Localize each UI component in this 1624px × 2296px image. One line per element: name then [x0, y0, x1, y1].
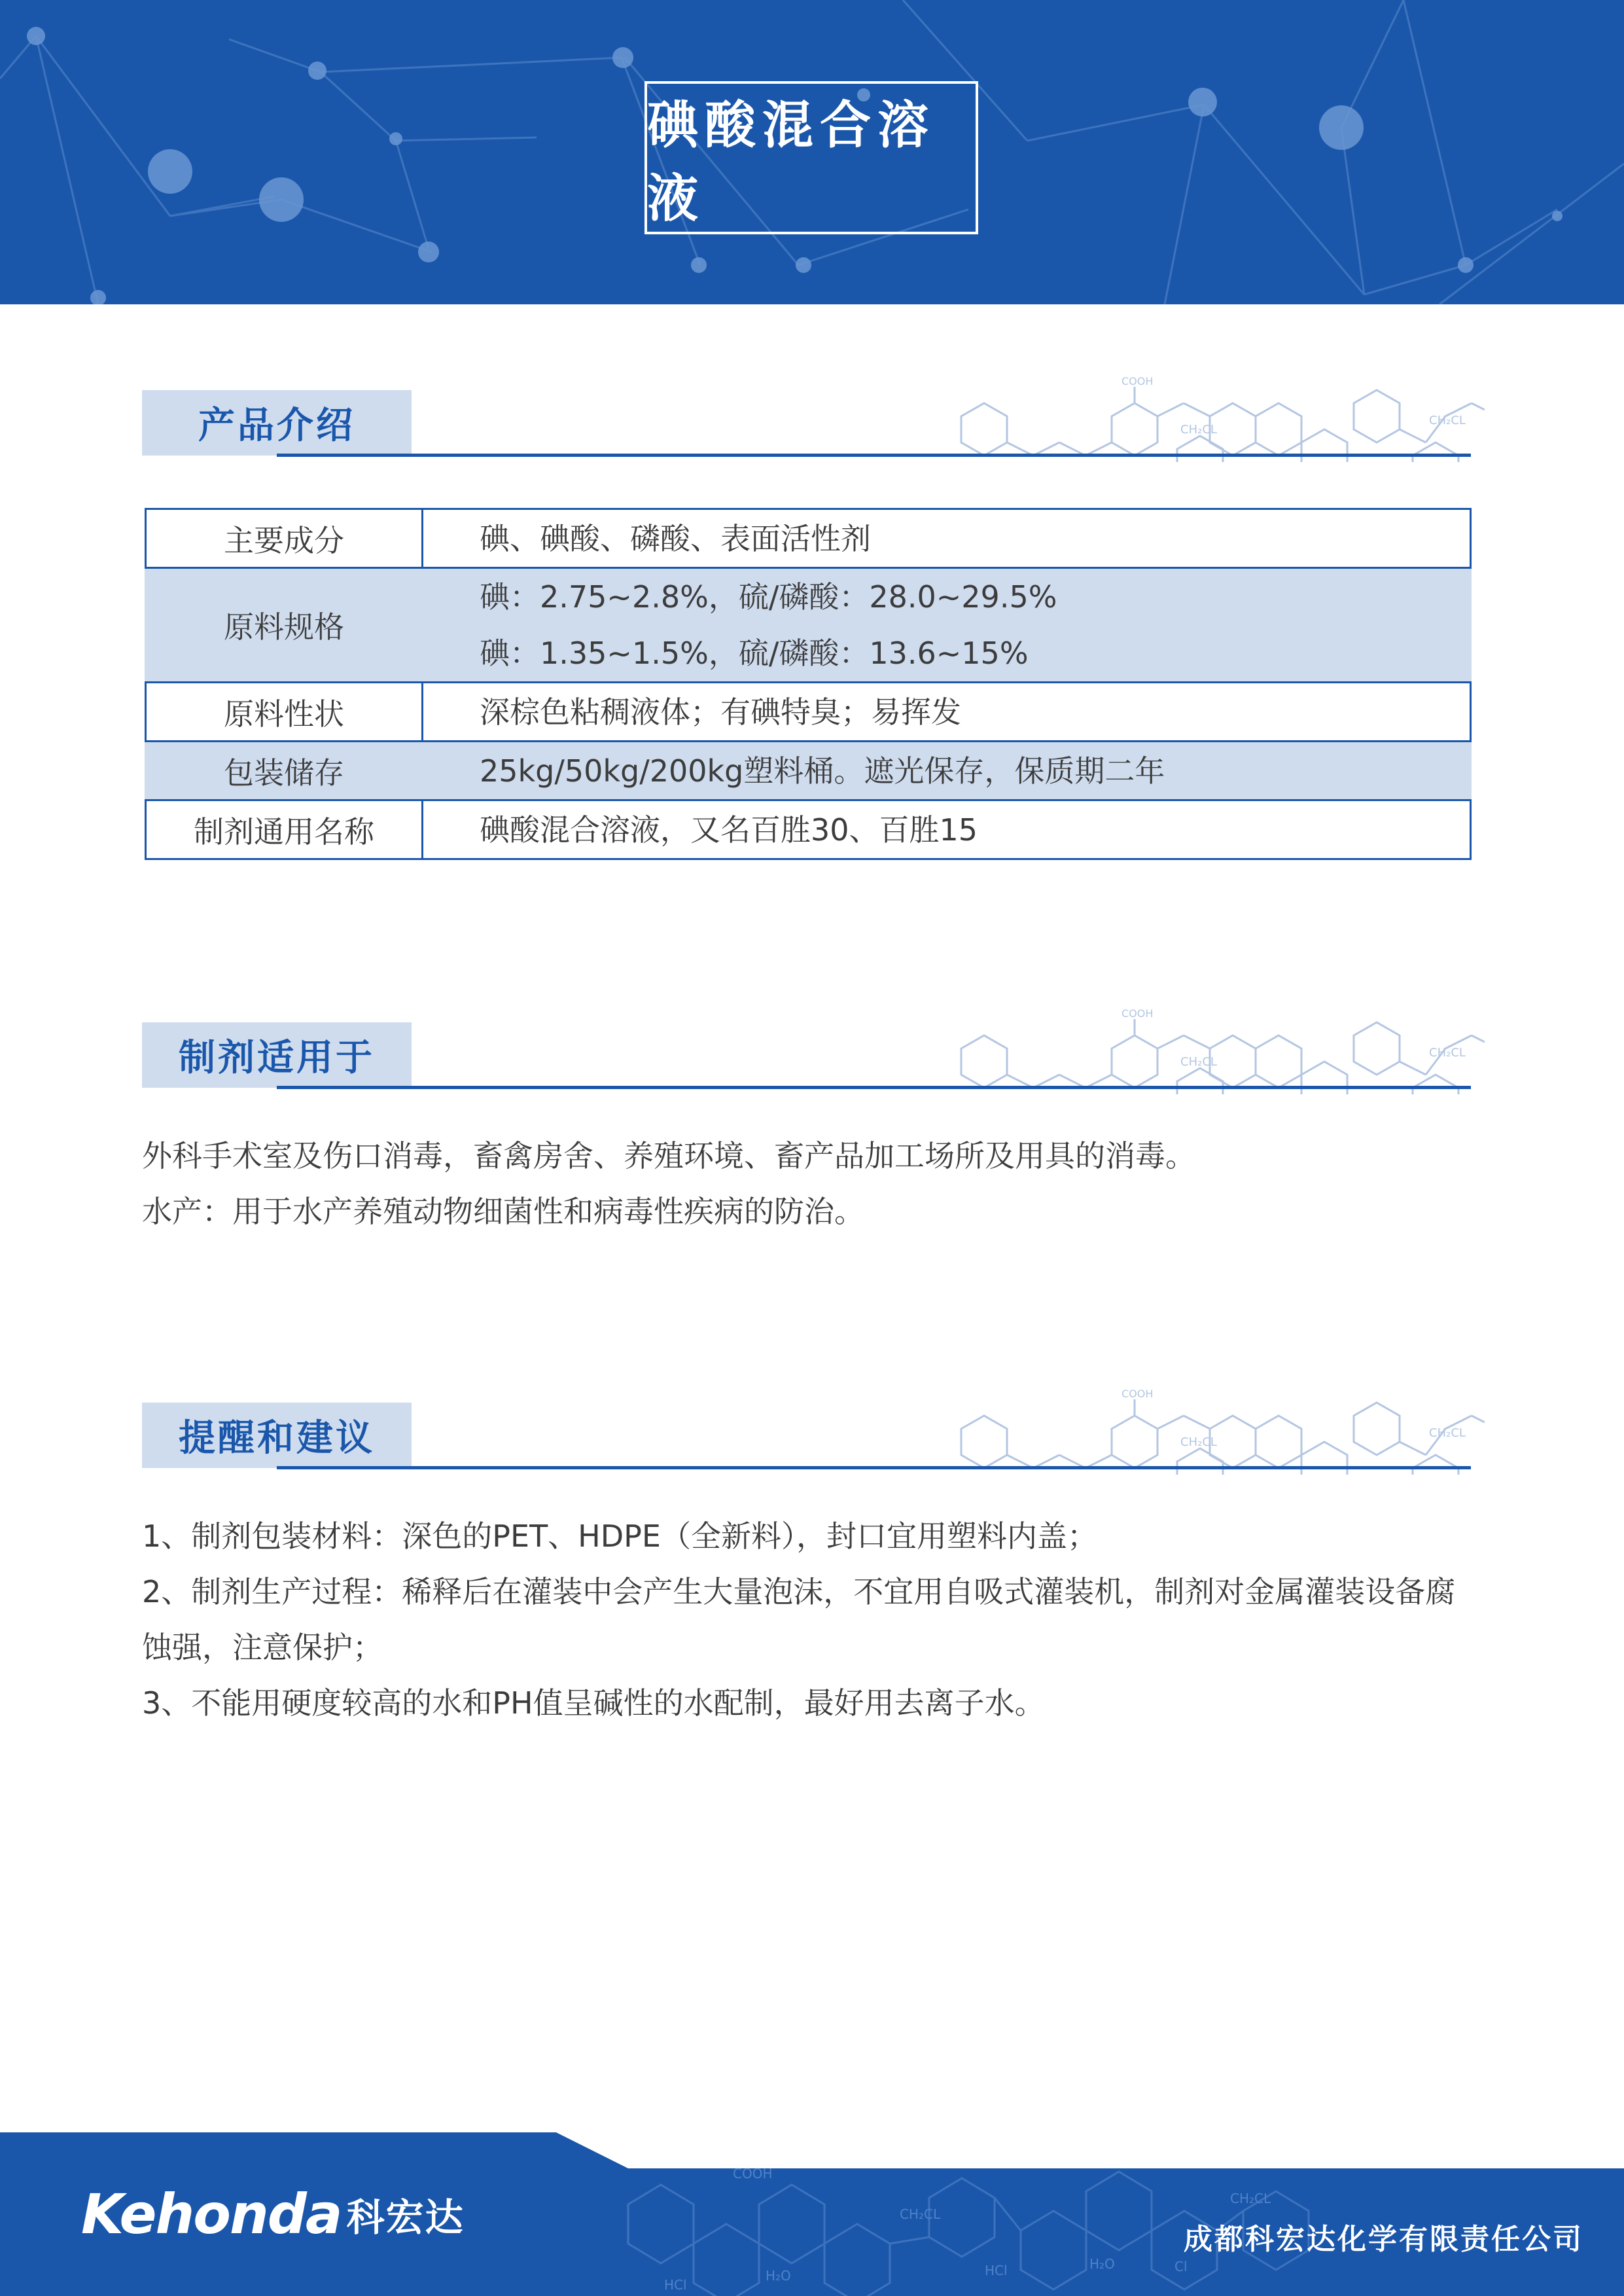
- product-title-box: [644, 81, 978, 234]
- svg-text:HCl: HCl: [985, 2263, 1008, 2278]
- table-row-label: 主要成分: [146, 509, 423, 568]
- table-row: [146, 742, 1471, 800]
- advice-line: 1、制剂包装材料：深色的PET、HDPE（全新料），封口宜用塑料内盖；: [142, 1518, 1097, 1554]
- spec-line: 碘：1.35~1.5%，硫/磷酸：13.6~15%: [480, 636, 1029, 671]
- company-logo: [81, 2182, 465, 2246]
- spec-line: 碘：2.75~2.8%，硫/磷酸：28.0~29.5%: [480, 579, 1057, 615]
- molecule-decoration-icon: [935, 377, 1485, 462]
- svg-text:HCl: HCl: [664, 2277, 687, 2293]
- header-banner: [0, 0, 1624, 304]
- usage-line: 水产：用于水产养殖动物细菌性和病毒性疾病的防治。: [142, 1194, 864, 1229]
- svg-text:CH₂CL: CH₂CL: [1429, 1426, 1466, 1440]
- svg-text:COOH: COOH: [733, 2166, 773, 2181]
- table-row-label: 包装储存: [146, 742, 423, 800]
- section-title: 制剂适用于: [179, 1037, 375, 1079]
- spec-table: [145, 508, 1472, 860]
- svg-text:CH₂CL: CH₂CL: [1180, 1055, 1217, 1069]
- svg-text:COOH: COOH: [1121, 377, 1154, 387]
- molecule-decoration-icon: [935, 1009, 1485, 1094]
- section-rule: [277, 1466, 1471, 1469]
- svg-text:CH₂CL: CH₂CL: [900, 2206, 941, 2222]
- molecule-decoration-icon: [935, 1390, 1485, 1475]
- table-row: [146, 568, 1471, 683]
- advice-line: 2、制剂生产过程：稀释后在灌装中会产生大量泡沫，不宜用自吸式灌装机，制剂对金属灌装设备腐蚀强，注意保护；: [142, 1574, 1456, 1665]
- section-rule: [277, 1086, 1471, 1089]
- svg-text:CH₂CL: CH₂CL: [1230, 2191, 1271, 2206]
- svg-text:CH₂CL: CH₂CL: [1429, 1046, 1466, 1060]
- svg-text:CH₂CL: CH₂CL: [1180, 1435, 1217, 1449]
- section-heading-usage: [142, 1009, 1471, 1090]
- section-tab: [142, 390, 412, 456]
- logo-wordmark: Kehonda: [81, 2182, 342, 2246]
- table-row-value: 碘酸混合溶液，又名百胜30、百胜15: [423, 800, 1471, 859]
- usage-paragraph: [142, 1128, 1477, 1240]
- svg-text:CH₂CL: CH₂CL: [1429, 414, 1466, 427]
- table-row-label: 制剂通用名称: [146, 800, 423, 859]
- table-row: [146, 683, 1471, 742]
- section-tab: [142, 1403, 412, 1468]
- section-heading-intro: [142, 377, 1471, 458]
- table-row-value: 深棕色粘稠液体；有碘特臭；易挥发: [423, 683, 1471, 742]
- table-row-value: [423, 568, 1471, 683]
- svg-text:COOH: COOH: [1121, 1009, 1154, 1020]
- advice-paragraph: [142, 1509, 1477, 1731]
- section-rule: [277, 454, 1471, 457]
- company-name: 成都科宏达化学有限责任公司: [1184, 2223, 1583, 2256]
- table-row-label: 原料性状: [146, 683, 423, 742]
- table-row: [146, 509, 1471, 568]
- footer-banner: [0, 2132, 1624, 2296]
- svg-text:H₂O: H₂O: [766, 2268, 791, 2284]
- table-row-label: 原料规格: [146, 568, 423, 683]
- svg-text:H₂O: H₂O: [1089, 2256, 1115, 2272]
- product-title: 碘酸混合溶液: [647, 96, 936, 228]
- table-row: [146, 800, 1471, 859]
- section-title: 产品介绍: [198, 404, 355, 447]
- section-heading-advice: [142, 1390, 1471, 1471]
- svg-text:Cl: Cl: [1174, 2259, 1188, 2274]
- section-tab: [142, 1022, 412, 1088]
- table-row-value: 25kg/50kg/200kg塑料桶。遮光保存，保质期二年: [423, 742, 1471, 800]
- usage-line: 外科手术室及伤口消毒，畜禽房舍、养殖环境、畜产品加工场所及用具的消毒。: [142, 1138, 1195, 1174]
- logo-chinese-name: 科宏达: [346, 2195, 465, 2240]
- section-title: 提醒和建议: [179, 1417, 375, 1460]
- advice-line: 3、不能用硬度较高的水和PH值呈碱性的水配制，最好用去离子水。: [142, 1685, 1045, 1721]
- svg-text:COOH: COOH: [1121, 1390, 1154, 1400]
- table-row-value: 碘、碘酸、磷酸、表面活性剂: [423, 509, 1471, 568]
- svg-text:CH₂CL: CH₂CL: [1180, 423, 1217, 437]
